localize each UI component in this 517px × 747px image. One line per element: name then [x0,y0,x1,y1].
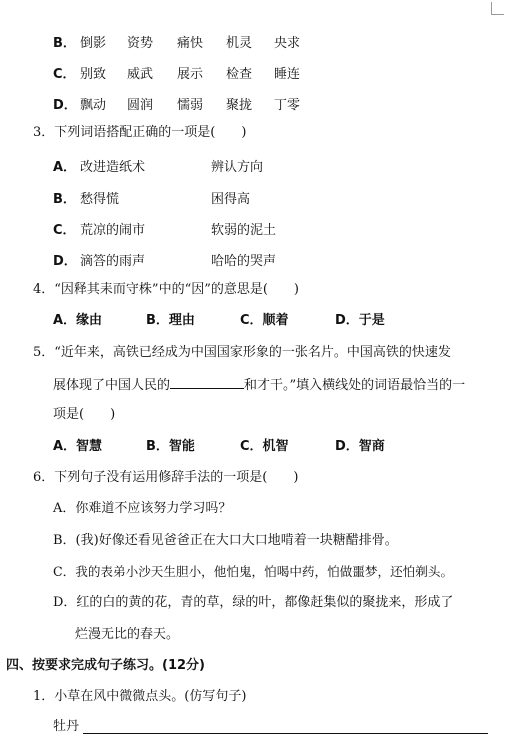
word: 检查 [226,67,253,82]
option-text-right: 困得高 [211,192,251,207]
word: 痛快 [177,36,204,51]
question-stem: 6．下列句子没有运用修辞手法的一项是( ) [33,470,299,485]
question-stem: 4．“因释其耒而守株”中的“因”的意思是( ) [33,282,299,297]
section-title: 四、按要求完成句子练习。(12分) [6,658,205,673]
page-corner-mark [491,2,504,15]
option-text-left: 改进造纸术 [80,160,146,175]
option-text-right: 哈哈的哭声 [211,254,277,269]
word: 威武 [127,67,154,82]
word: 睡连 [274,67,301,82]
option-label: B． [53,192,76,207]
option-label: C． [53,67,76,82]
question-stem: 5．“近年来，高铁已经成为中国国家形象的一张名片。中国高铁的快速发 [33,345,451,360]
option-label: C． [53,223,76,238]
option-label: D． [53,254,77,269]
q6-option-d[interactable]: D．红的白的黄的花，青的草，绿的叶，都像赶集似的聚拢来，形成了 [53,595,454,610]
q6-option-c[interactable]: C．我的表弟小沙天生胆小，他怕鬼，怕喝中药，怕做噩梦，还怕剃头。 [53,564,454,579]
q4-option-c[interactable]: C．顺着 [240,313,289,328]
option-text-left: 荒凉的闹市 [80,223,146,238]
word: 丁零 [274,98,301,113]
option-text-left: 滴答的雨声 [80,254,146,269]
answer-line[interactable] [83,733,488,734]
q4-option-b[interactable]: B．理由 [146,313,195,328]
q5-option-a[interactable]: A．智慧 [53,439,103,454]
q6-option-b[interactable]: B．(我)好像还看见爸爸正在大口大口地啃着一块糖醋排骨。 [53,533,398,548]
q6-option-d-continued: 烂漫无比的春天。 [75,627,180,642]
word: 别致 [80,67,107,82]
word: 圆润 [127,98,154,113]
question-stem: 3．下列词语搭配正确的一项是( ) [33,125,247,140]
question-stem-end: 项是( ) [53,407,116,422]
q6-option-a[interactable]: A．你难道不应该努力学习吗？ [53,501,232,516]
q5-option-b[interactable]: B．智能 [146,439,195,454]
text-before-blank: 展体现了中国人民的 [53,378,171,393]
word: 展示 [177,67,204,82]
question-stem: 1．小草在风中微微点头。(仿写句子) [33,689,247,704]
word: 机灵 [226,36,253,51]
option-label: A． [53,160,77,175]
word: 懦弱 [177,98,204,113]
word: 飘动 [80,98,107,113]
fill-in-blank[interactable] [170,376,244,389]
q5-option-d[interactable]: D．智商 [335,439,385,454]
q4-option-a[interactable]: A．缘由 [53,313,103,328]
option-text-right: 辨认方向 [211,160,264,175]
option-label: D． [53,98,77,113]
word: 资势 [127,36,154,51]
q4-option-d[interactable]: D．于是 [335,313,385,328]
word: 央求 [274,36,301,51]
option-text-right: 软弱的泥土 [211,223,277,238]
text-after-blank: 和才干。”填入横线处的词语最恰当的一 [244,378,466,393]
question-stem-continued [53,376,465,394]
word: 倒影 [80,36,107,51]
option-text-left: 愁得慌 [80,192,120,207]
option-label: B． [53,36,76,51]
answer-prefix: 牡丹 [53,719,80,734]
q5-option-c[interactable]: C．机智 [240,439,289,454]
word: 聚拢 [226,98,253,113]
